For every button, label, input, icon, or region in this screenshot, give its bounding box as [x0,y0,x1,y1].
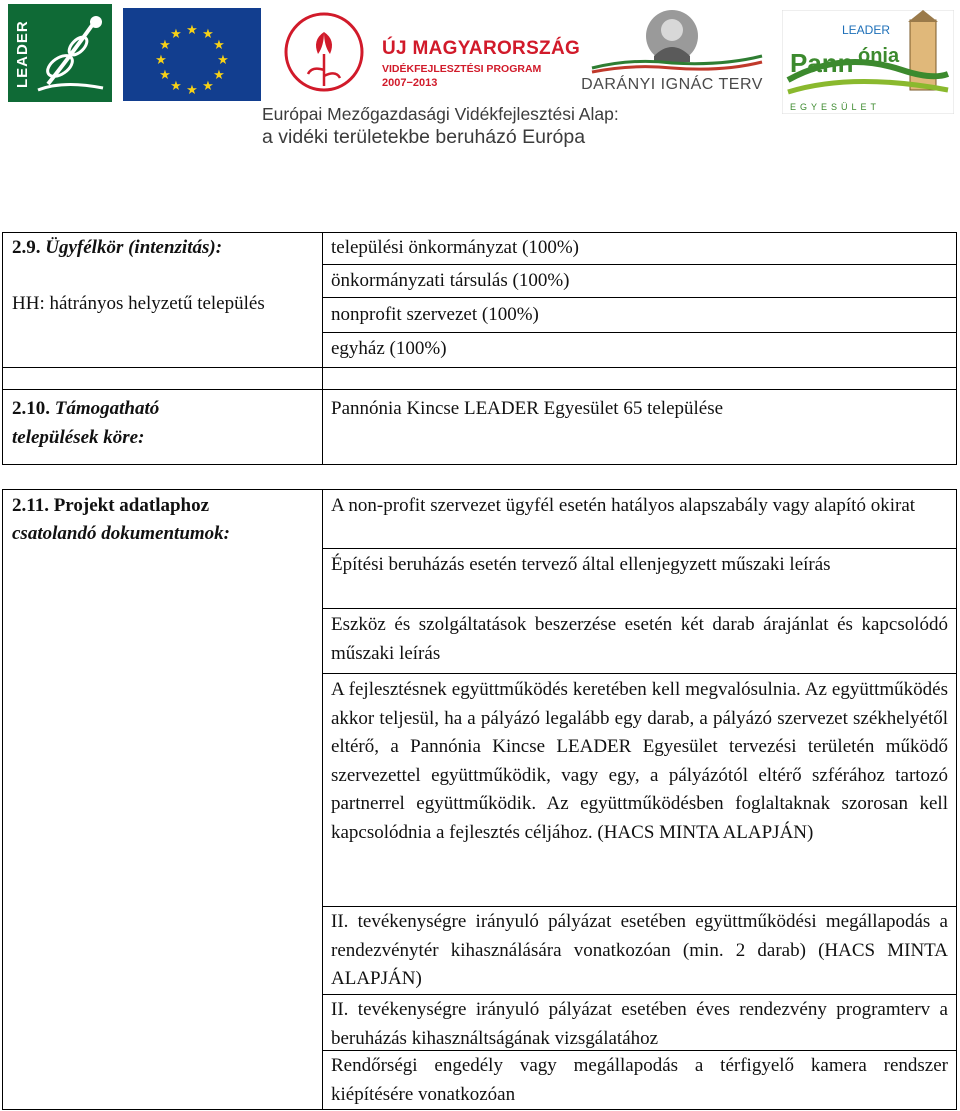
row-2-10-title-a: Támogatható [54,398,160,419]
umvp-title: ÚJ MAGYARORSZÁG [382,38,581,59]
border-bottom [2,1109,957,1110]
eafrd-title: Európai Mezőgazdasági Vidékfejlesztési Alap: [262,104,619,124]
svg-text:LEADER: LEADER [842,23,891,37]
row-2-9-label [12,234,222,262]
row-2-11-number: 2.11. [12,495,49,516]
document-item: Eszköz és szolgáltatások beszerzése esetén két darab árajánlat és kapcsolódó műszaki leírás [331,614,948,664]
row-2-11-title-b: csatolandó dokumentumok: [12,523,230,544]
svg-text:★: ★ [213,68,225,83]
svg-text:★: ★ [159,68,171,83]
row-2-10-title-b: települések köre: [12,427,145,448]
svg-text:★: ★ [155,53,167,68]
section-line [2,464,957,465]
section-line [2,389,957,390]
row-2-11-title-a: Projekt adatlaphoz [53,495,210,516]
border-top [2,232,957,233]
row-line [322,264,957,265]
beneficiary-value: nonprofit szervezet (100%) [331,304,539,325]
svg-text:★: ★ [213,38,225,53]
svg-text:★: ★ [170,27,182,42]
row-line [322,332,957,333]
row-2-10-label-line1 [12,395,159,423]
beneficiary-value: önkormányzati társulás (100%) [331,270,570,291]
border-left-bottom [2,489,3,1110]
row-2-11-label-line1 [12,492,209,520]
document-item: A fejlesztésnek együttműködés keretében kell megvalósulnia. Az együttműködés akkor teljesül, ha a pályázó legalább egy darab, a pályázó szervezet székhelyétől eltérő, a Pannónia Kincse LEADER Egyesület tervezési területén működő szervezettel együttműködik, vagy egy, a pályázótól eltérő szférához tartozó partnerrel együttműködik. Az együttműködésben foglaltaknak szorosan kell kapcsolódnia a fejlesztés céljához. (HACS MINTA ALAPJÁN) [331,679,948,843]
svg-text:★: ★ [159,38,171,53]
svg-text:★: ★ [170,79,182,94]
eafrd-slogan: a vidéki területekbe beruházó Európa [262,126,586,148]
eligible-settlements-value: Pannónia Kincse LEADER Egyesület 65 települése [331,398,724,419]
umvp-subtitle: VIDÉKFEJLESZTÉSI PROGRAM [382,63,542,75]
row-2-9-title: Ügyfélkör (intenzitás): [45,237,223,258]
document-item: II. tevékenységre irányuló pályázat esetében együttműködési megállapodás a rendezvénytér kihasználására vonatkozóan (min. 2 darab) (HACS MINTA ALAPJÁN) [331,911,948,989]
section-line [2,367,957,368]
row-line [322,608,957,609]
row-line [322,906,957,907]
svg-text:EGYESÜLET: EGYESÜLET [790,102,881,112]
section-line [2,489,957,490]
leader-logo-text: LEADER [14,20,31,88]
column-divider-top [322,232,323,465]
document-item: II. tevékenységre irányuló pályázat esetében éves rendezvény programterv a beruházás kihasználtságának vizsgálatához [331,999,948,1049]
svg-text:★: ★ [217,53,229,68]
umvp-years: 2007−2013 [382,77,438,89]
column-divider-bottom [322,489,323,1110]
row-line [322,994,957,995]
row-line [322,548,957,549]
border-right-bottom [956,489,957,1110]
row-2-10-number: 2.10. [12,398,50,419]
document-item: Rendőrségi engedély vagy megállapodás a térfigyelő kamera rendszer kiépítésére vonatkozóan [331,1055,948,1105]
border-right-top [956,232,957,465]
svg-text:★: ★ [186,83,198,98]
daranyi-text: DARÁNYI IGNÁC TERV [581,76,763,93]
svg-text:★: ★ [186,23,198,38]
border-left-top [2,232,3,465]
row-line [322,673,957,674]
document-item: A non-profit szervezet ügyfél esetén hatályos alapszabály vagy alapító okirat [331,495,916,516]
svg-text:ónia: ónia [858,45,900,67]
row-line [322,297,957,298]
document-item: Építési beruházás esetén tervező által ellenjegyzett műszaki leírás [331,554,831,575]
svg-text:★: ★ [202,27,214,42]
beneficiary-value: települési önkormányzat (100%) [331,237,579,258]
svg-text:★: ★ [202,79,214,94]
row-2-9-sublabel: HH: hátrányos helyzetű település [12,293,265,314]
beneficiary-value: egyház (100%) [331,338,447,359]
row-2-9-number: 2.9. [12,237,41,258]
svg-text:Pann: Pann [790,48,854,78]
